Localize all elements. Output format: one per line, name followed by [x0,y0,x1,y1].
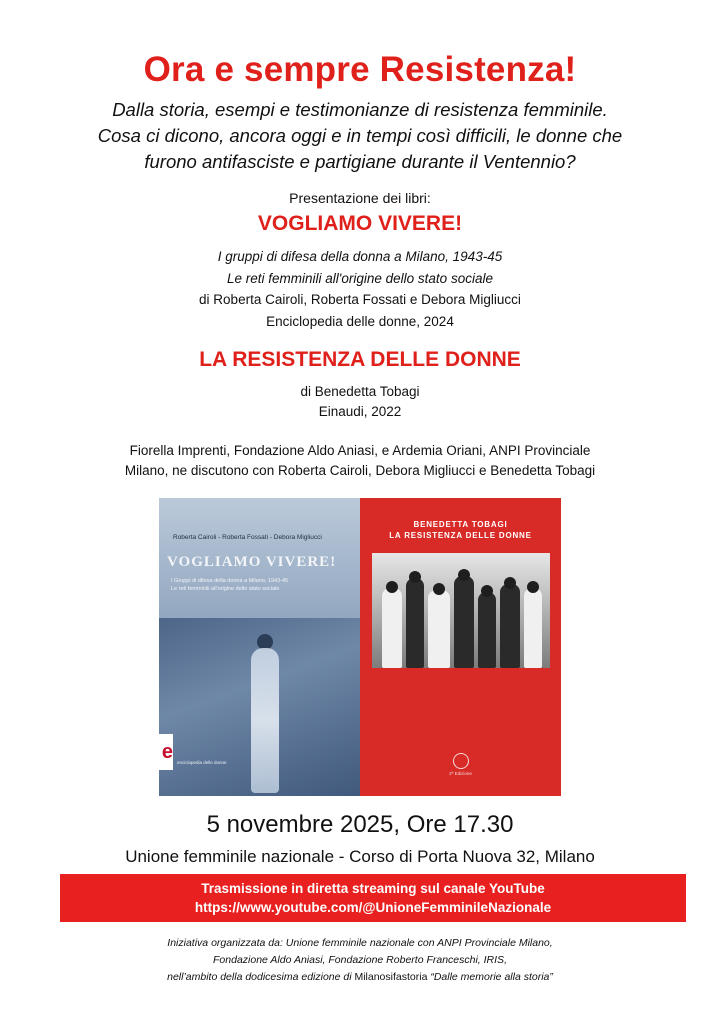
book1-title: VOGLIAMO VIVERE! [257,212,463,235]
book1-cover-authors: Roberta Cairoli - Roberta Fossati - Debora Migliucci [173,534,322,541]
main-title: Ora e sempre Resistenza! [143,50,577,89]
book1-subtitle2: Le reti femminili all'origine dello stato sociale [227,270,493,286]
photo-figure [478,592,496,668]
book1-details [0,246,720,332]
subtitle-line: furono antifasciste e partigiane durante il Ventennio? [144,151,576,172]
event-subtitle [0,97,720,175]
book2-author: di Benedetta Tobagi [300,384,420,399]
photo-figure-head [504,577,516,589]
photo-figure-head [527,581,539,593]
subtitle-line: Dalla storia, esempi e testimonianze di resistenza femminile. [112,99,608,120]
photo-figure [454,576,474,668]
photo-figure-head [433,583,445,595]
book1-cover-publisher: enciclopedia delle donne [177,760,227,765]
photo-figure [500,584,520,668]
book1-cover-image [159,498,360,796]
photo-figure [524,588,542,668]
photo-figure [382,588,402,668]
book1-authors: di Roberta Cairoli, Roberta Fossati e Debora Migliucci [199,292,521,307]
cover-woman-figure [251,648,279,793]
streaming-text: Trasmissione in diretta streaming sul canale YouTube [201,881,545,896]
discussants-line: Milano, ne discutono con Roberta Cairoli, Debora Migliucci e Benedetta Tobagi [124,463,596,478]
book1-cover-title: VOGLIAMO VIVERE! [167,554,337,570]
book2-cover-image [360,498,561,796]
discussants-text [0,441,720,481]
footer-line3-suffix: “Dalle memorie alla storia” [427,971,553,983]
event-date: 5 novembre 2025, Ore 17.30 [206,811,514,838]
photo-figure-head [409,571,421,583]
organizers-footer [0,935,720,986]
footer-line: Iniziativa organizzata da: Unione femminile nazionale con ANPI Provinciale Milano, [167,937,553,949]
book2-cover-edition: 2ª Edizione [449,771,472,776]
photo-figure-head [481,585,493,597]
photo-figure [406,578,424,668]
photo-figure [428,590,450,668]
partisan-women-photo [372,553,550,668]
photo-figure-head [458,569,470,581]
book1-subtitle1: I gruppi di difesa della donna a Milano, 1943-45 [217,249,503,264]
milanosifastoria-label: Milanosifastoria [354,971,428,983]
presentazione-label: Presentazione dei libri: [289,190,431,206]
youtube-link[interactable]: https://www.youtube.com/@UnioneFemminileNazionale [194,900,552,915]
book2-publisher: Einaudi, 2022 [318,404,402,419]
book1-cover-subtitle2: Le reti femminili all'origine dello stato sociale [171,586,280,592]
footer-line: Fondazione Aldo Aniasi, Fondazione Roberto Franceschi, IRIS, [213,954,507,966]
book2-cover-title: LA RESISTENZA DELLE DONNE [389,531,532,540]
footer-line [0,969,720,986]
footer-line3-prefix: nell’ambito della dodicesima edizione di [167,971,355,983]
subtitle-line: Cosa ci dicono, ancora oggi e in tempi così difficili, le donne che [97,125,623,146]
einaudi-logo-icon [453,753,469,769]
event-venue: Unione femminile nazionale - Corso di Porta Nuova 32, Milano [125,847,595,866]
book2-cover-author: BENEDETTA TOBAGI [413,520,508,529]
book2-title: LA RESISTENZA DELLE DONNE [199,348,521,371]
book1-cover-subtitle1: I Gruppi di difesa della donna a Milano, 1943-45 [171,578,289,584]
book2-details [0,382,720,422]
discussants-line: Fiorella Imprenti, Fondazione Aldo Aniasi, e Ardemia Oriani, ANPI Provinciale [129,443,591,458]
photo-figure-head [386,581,398,593]
publisher-logo-e: e [159,734,173,770]
streaming-banner [60,874,686,922]
book1-publisher: Enciclopedia delle donne, 2024 [266,313,454,329]
